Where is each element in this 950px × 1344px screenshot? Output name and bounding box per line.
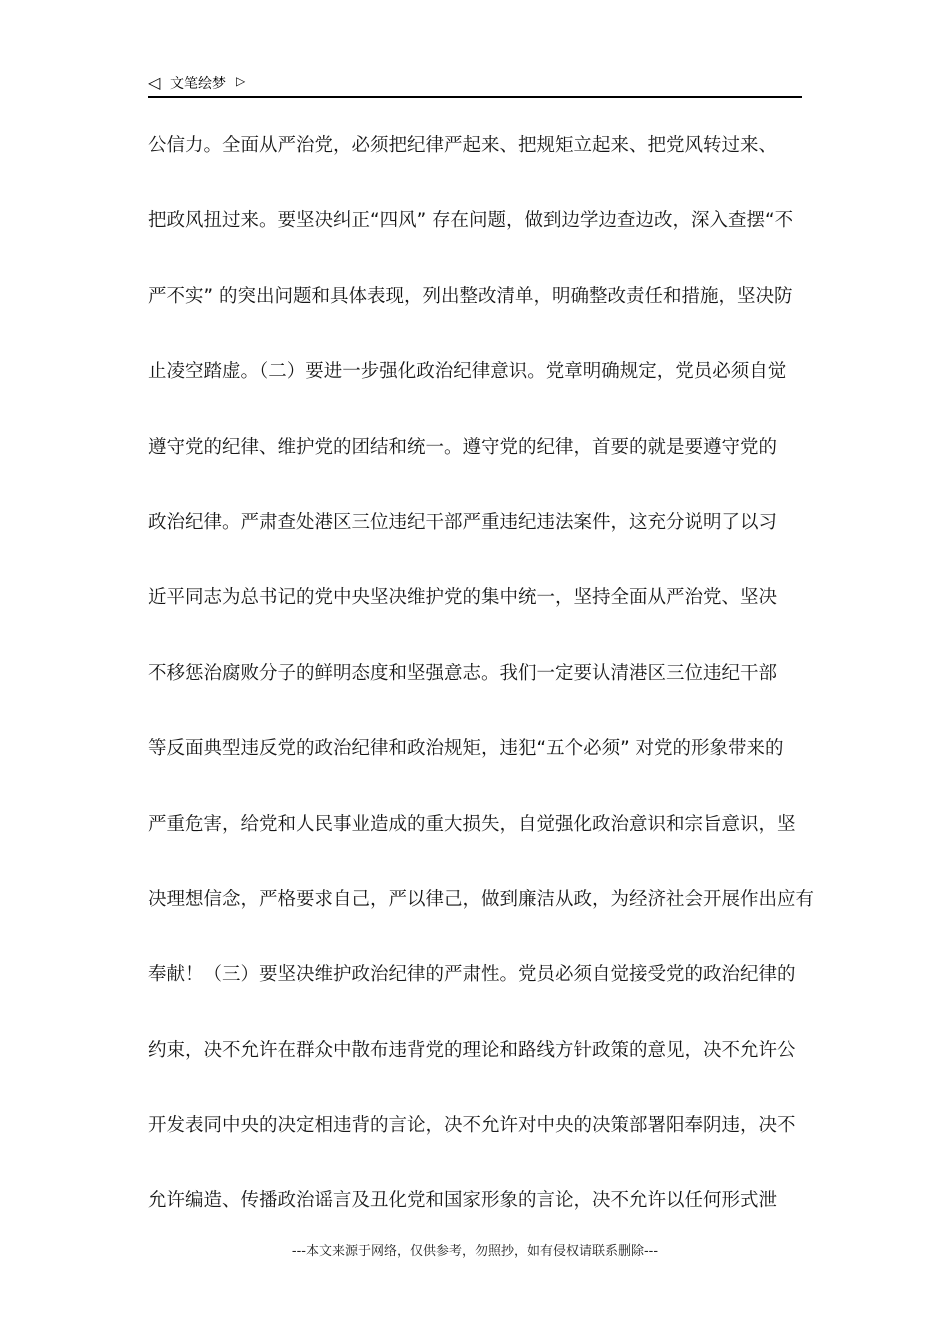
text-line: 严重危害，给党和人民事业造成的重大损失，自觉强化政治意识和宗旨意识，坚	[148, 813, 796, 835]
text-line: 开发表同中央的决定相违背的言论，决不允许对中央的决策部署阳奉阴违，决不	[148, 1115, 796, 1137]
text-line: 把政风扭过来。要坚决纠正“四风” 存在问题，做到边学边查边改，深入查摆“不	[148, 210, 794, 232]
text-line: 决理想信念，严格要求自己，严以律己，做到廉洁从政，为经济社会开展作出应有	[148, 888, 815, 910]
document-body	[148, 132, 815, 1263]
text-line: 奉献！（三）要坚决维护政治纪律的严肃性。党员必须自觉接受党的政治纪律的	[148, 964, 796, 986]
text-line: 止凌空踏虚。（二）要进一步强化政治纪律意识。党章明确规定，党员必须自觉	[148, 361, 787, 383]
text-line: 允许编造、传播政治谣言及丑化党和国家形象的言论，决不允许以任何形式泄	[148, 1190, 778, 1212]
text-line: 严不实” 的突出问题和具体表现，列出整改清单，明确整改责任和措施，坚决防	[148, 285, 793, 307]
text-line: 近平同志为总书记的党中央坚决维护党的集中统一，坚持全面从严治党、坚决	[148, 587, 778, 609]
text-line: 遵守党的纪律、维护党的团结和统一。遵守党的纪律，首要的就是要遵守党的	[148, 436, 778, 458]
text-line: 政治纪律。严肃查处港区三位违纪干部严重违纪违法案件，这充分说明了以习	[148, 511, 778, 533]
text-line: 公信力。全面从严治党，必须把纪律严起来、把规矩立起来、把党风转过来、	[148, 135, 778, 156]
right-triangle-icon: ▷	[236, 74, 246, 88]
page-footer: ---本文来源于网络，仅供参考，勿照抄，如有侵权请联系删除---	[291, 1244, 659, 1259]
page-header	[148, 72, 802, 98]
text-line: 不移惩治腐败分子的鲜明态度和坚强意志。我们一定要认清港区三位违纪干部	[148, 662, 778, 684]
header-title: 文笔绘梦	[170, 76, 226, 92]
left-triangle-icon: ◁	[148, 73, 161, 92]
text-line: 等反面典型违反党的政治纪律和政治规矩，违犯“五个必须” 对党的形象带来的	[148, 738, 784, 760]
text-line: 约束，决不允许在群众中散布违背党的理论和路线方针政策的意见，决不允许公	[148, 1039, 796, 1061]
